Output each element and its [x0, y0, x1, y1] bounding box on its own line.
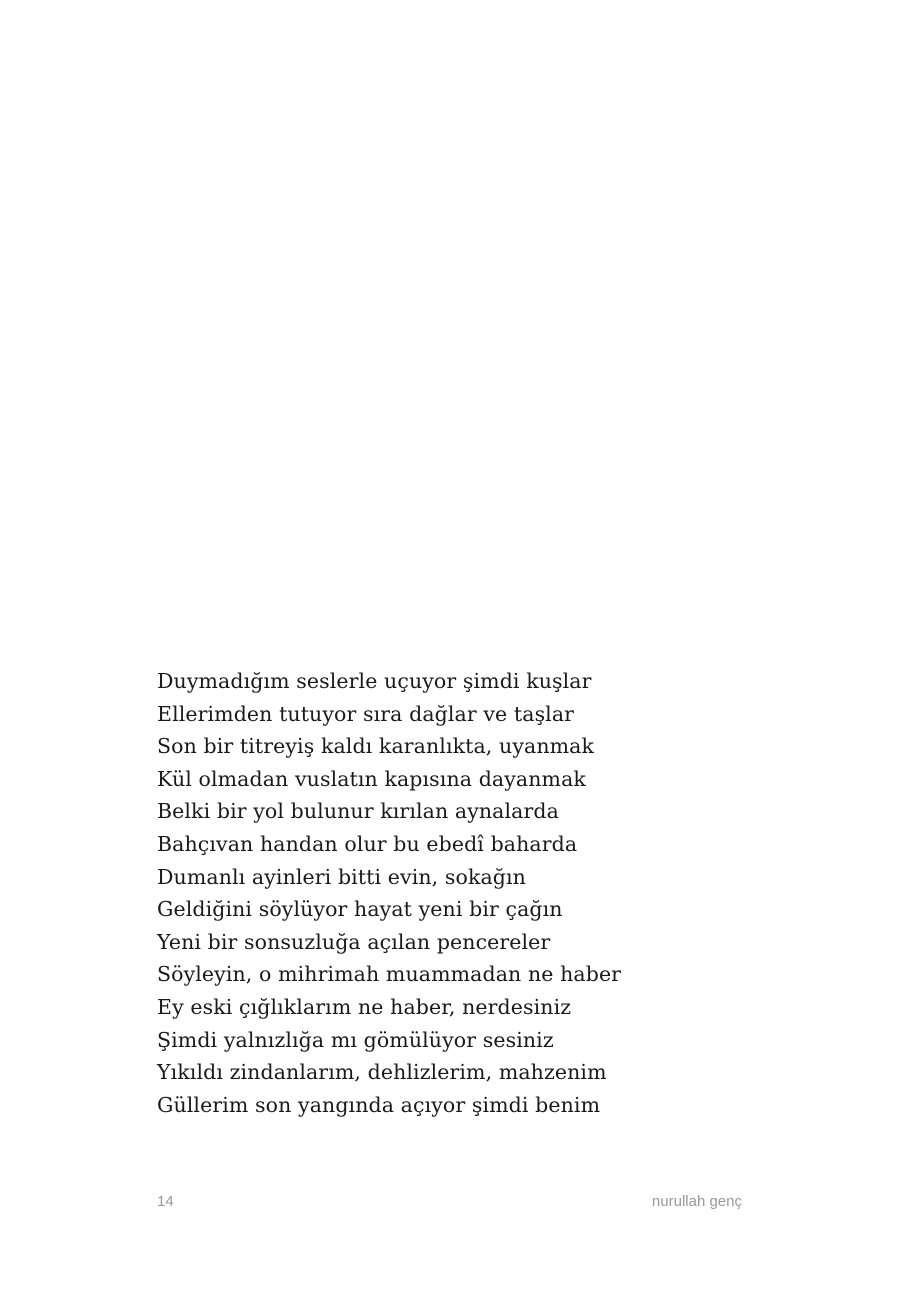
poem-text [157, 665, 621, 1121]
poem-line: Dumanlı ayinleri bitti evin, sokağın [157, 864, 526, 889]
author-name: nurullah genç [651, 1193, 742, 1210]
poem-line: Şimdi yalnızlığa mı gömülüyor sesiniz [157, 1027, 554, 1052]
poem-line: Duymadığım seslerle uçuyor şimdi kuşlar [157, 669, 592, 693]
poem-line: Bahçıvan handan olur bu ebedî baharda [157, 831, 578, 856]
poem-line: Güllerim son yangında açıyor şimdi benim [157, 1092, 601, 1117]
page-number: 14 [157, 1193, 174, 1210]
poem-line: Kül olmadan vuslatın kapısına dayanmak [157, 766, 586, 791]
poem-line: Geldiğini söylüyor hayat yeni bir çağın [157, 897, 563, 922]
poem-line: Ey eski çığlıklarım ne haber, nerdesiniz [157, 994, 572, 1019]
poem-line: Söyleyin, o mihrimah muammadan ne haber [157, 962, 622, 987]
poem-line: Yeni bir sonsuzluğa açılan pencereler [157, 929, 551, 954]
poem-line: Ellerimden tutuyor sıra dağlar ve taşlar [157, 701, 575, 726]
poem-line: Belki bir yol bulunur kırılan aynalarda [157, 799, 559, 824]
poem-line: Son bir titreyiş kaldı karanlıkta, uyanmak [157, 734, 595, 759]
poem-line: Yıkıldı zindanlarım, dehlizlerim, mahzenim [157, 1060, 607, 1085]
